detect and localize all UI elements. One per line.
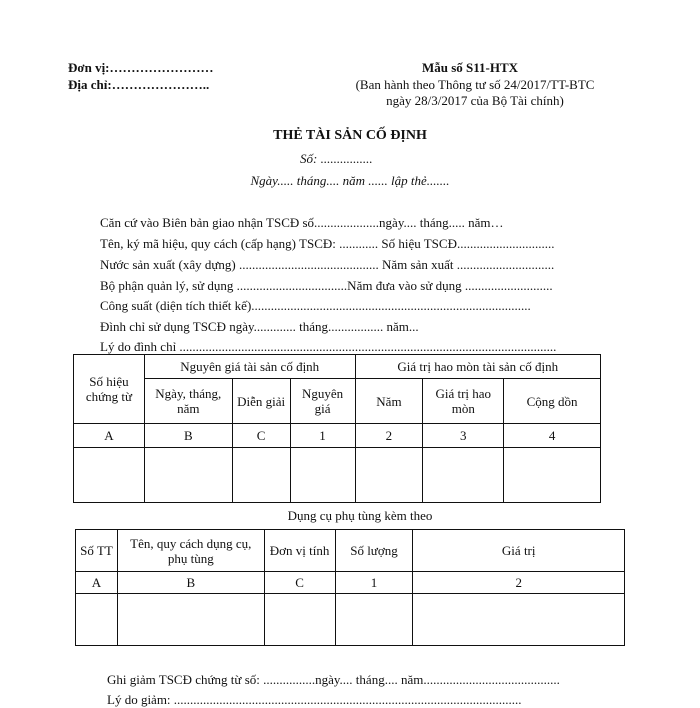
card-number: Số: ................ (300, 151, 373, 166)
col-doc-number: Số hiệu chứng từ (74, 355, 145, 424)
address-field: Địa chỉ:………………….. (68, 77, 210, 92)
code-cell: B (117, 572, 264, 594)
issued-date: ngày 28/3/2017 của Bộ Tài chính) (386, 93, 564, 108)
document-title: THẺ TÀI SẢN CỐ ĐỊNH (273, 128, 427, 143)
col-unit: Đơn vị tính (264, 530, 335, 572)
code-cell: 2 (413, 572, 625, 594)
card-date: Ngày..... tháng.... năm ...... lập thẻ....... (250, 173, 450, 188)
empty-cell (76, 594, 118, 646)
empty-cell (144, 448, 232, 503)
col-tool-name: Tên, quy cách dụng cụ, phụ tùng (117, 530, 264, 572)
code-cell: A (76, 572, 118, 594)
info-line-reason: Lý do đình chỉ .................................................................................................................... (100, 339, 557, 354)
code-cell: B (144, 424, 232, 448)
unit-field: Đơn vị:…………………… (68, 60, 214, 75)
empty-cell (413, 594, 625, 646)
col-description: Diễn giải (232, 379, 290, 424)
code-cell: 2 (355, 424, 423, 448)
empty-cell (335, 594, 413, 646)
code-cell: 4 (504, 424, 601, 448)
empty-cell (74, 448, 145, 503)
code-cell: A (74, 424, 145, 448)
info-line-origin: Nước sản xuất (xây dựng) ........................................... Năm sản xuất .............................. (100, 257, 555, 272)
info-line-receipt: Căn cứ vào Biên bản giao nhận TSCĐ số....................ngày.... tháng..... năm… (100, 215, 504, 230)
col-depreciation-value: Giá trị hao mòn (423, 379, 504, 424)
code-row (76, 572, 625, 594)
empty-cell (290, 448, 355, 503)
empty-cell (117, 594, 264, 646)
empty-cell (423, 448, 504, 503)
info-line-suspension: Đình chỉ sử dụng TSCĐ ngày............. tháng................. năm... (100, 319, 419, 334)
empty-cell (504, 448, 601, 503)
col-year: Năm (355, 379, 423, 424)
empty-cell (264, 594, 335, 646)
empty-row (76, 594, 625, 646)
empty-row (74, 448, 601, 503)
col-date: Ngày, tháng, năm (144, 379, 232, 424)
asset-table (73, 354, 601, 503)
col-quantity: Số lượng (335, 530, 413, 572)
info-line-capacity: Công suất (diện tích thiết kế)...................................................................................... (100, 298, 531, 313)
footer-reason-line: Lý do giảm: ........................................................................................................... (107, 692, 522, 707)
col-accumulated: Cộng dồn (504, 379, 601, 424)
code-cell: C (232, 424, 290, 448)
accessories-caption: Dụng cụ phụ tùng kèm theo (287, 508, 433, 523)
accessories-table (75, 529, 625, 646)
issued-by: (Ban hành theo Thông tư số 24/2017/TT-BTC (355, 77, 595, 92)
code-cell: 1 (290, 424, 355, 448)
code-row (74, 424, 601, 448)
form-code: Mẫu số S11-HTX (421, 60, 519, 75)
code-cell: 1 (335, 572, 413, 594)
empty-cell (355, 448, 423, 503)
group-depreciation: Giá trị hao mòn tài sản cố định (355, 355, 601, 379)
empty-cell (232, 448, 290, 503)
code-cell: 3 (423, 424, 504, 448)
info-line-department: Bộ phận quản lý, sử dụng ..................................Năm đưa vào sử dụng ........................... (100, 278, 553, 293)
col-original-cost: Nguyên giá (290, 379, 355, 424)
col-ordinal: Số TT (76, 530, 118, 572)
group-original-cost: Nguyên giá tài sản cố định (144, 355, 355, 379)
col-value: Giá trị (413, 530, 625, 572)
footer-decrease-line: Ghi giảm TSCĐ chứng từ số: ................ngày.... tháng.... năm.......................................... (107, 672, 560, 687)
code-cell: C (264, 572, 335, 594)
info-line-name: Tên, ký mã hiệu, quy cách (cấp hạng) TSCĐ: ............ Số hiệu TSCĐ.............................. (100, 236, 555, 251)
